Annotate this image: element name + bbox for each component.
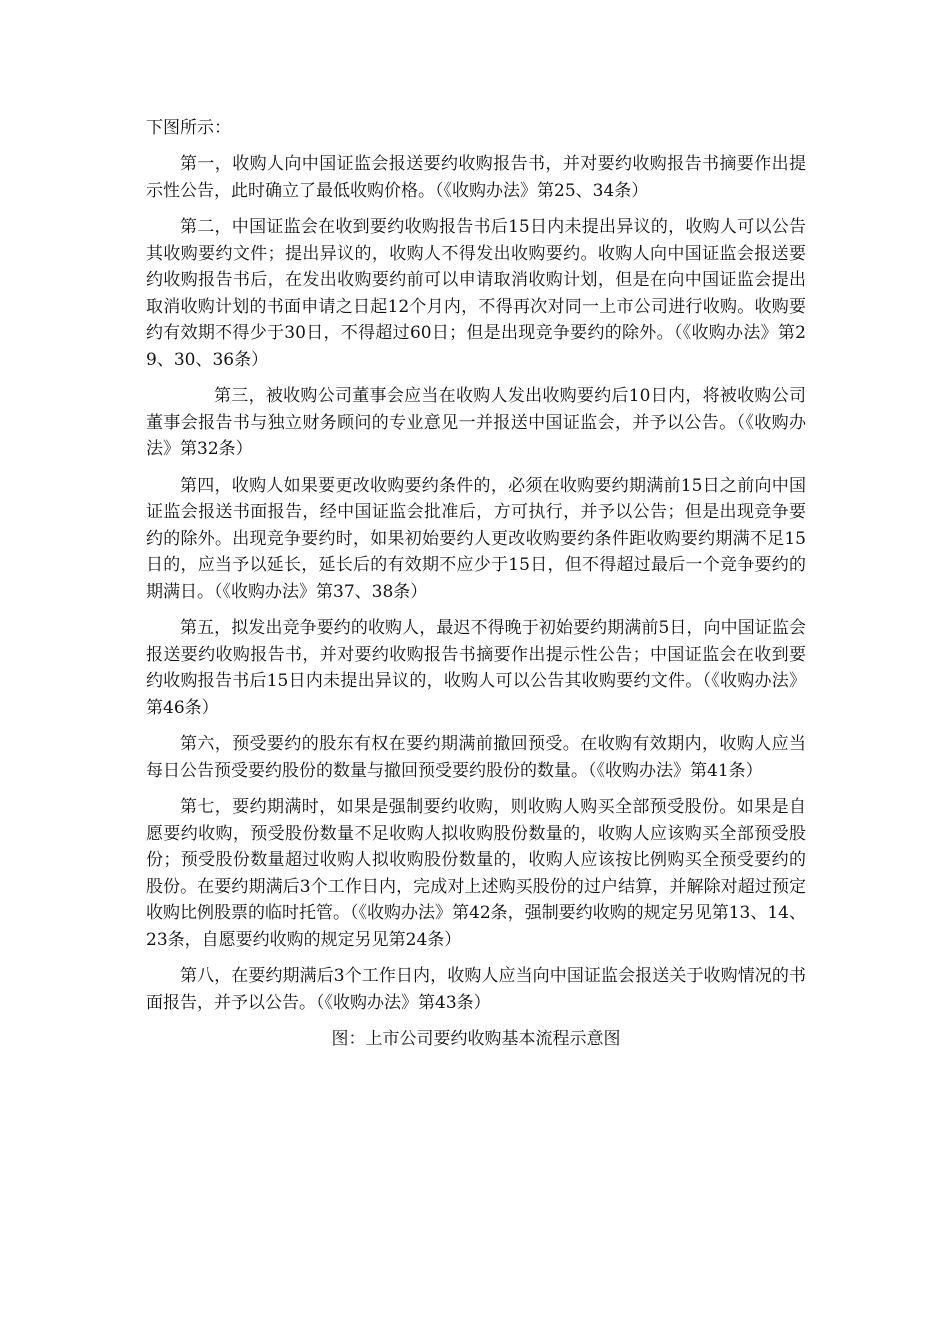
paragraph-step-3: 第三，被收购公司董事会应当在收购人发出收购要约后10日内，将被收购公司董事会报告书与独立财务顾问的专业意见一并报送中国证监会，并予以公告。（《收购办法》第32条） bbox=[146, 386, 806, 459]
document-page bbox=[146, 115, 806, 1052]
paragraph-step-6: 第六，预受要约的股东有权在要约期满前撤回预受。在收购有效期内，收购人应当每日公告预受要约股份的数量与撤回预受要约股份的数量。（《收购办法》第41条） bbox=[146, 734, 806, 781]
intro-text: 下图所示： bbox=[146, 118, 231, 138]
paragraph-step-5: 第五，拟发出竞争要约的收购人，最迟不得晚于初始要约期满前5日，向中国证监会报送要约收购报告书，并对要约收购报告书摘要作出提示性公告；中国证监会在收到要约收购报告书后15日内未提出异议的，收购人可以公告其收购要约文件。（《收购办法》第46条） bbox=[146, 618, 806, 718]
paragraph-step-4: 第四，收购人如果要更改收购要约条件的，必须在收购要约期满前15日之前向中国证监会报送书面报告，经中国证监会批准后，方可执行，并予以公告；但是出现竞争要约的除外。出现竞争要约时，如果初始要约人更改收购要约条件距收购要约期满不足15日的，应当予以延长，延长后的有效期不应少于15日，但不得超过最后一个竞争要约的期满日。（《收购办法》第37、38条） bbox=[146, 475, 806, 602]
paragraph-step-2: 第二，中国证监会在收到要约收购报告书后15日内未提出异议的，收购人可以公告其收购要约文件；提出异议的，收购人不得发出收购要约。收购人向中国证监会报送要约收购报告书后，在发出收购要约前可以申请取消收购计划，但是在向中国证监会提出取消收购计划的书面申请之日起12个月内，不得再次对同一上市公司进行收购。收购要约有效期不得少于30日，不得超过60日；但是出现竞争要约的除外。（《收购办法》第29、30、36条） bbox=[146, 217, 806, 370]
figure-caption: 图：上市公司要约收购基本流程示意图 bbox=[331, 1029, 621, 1049]
paragraph-step-7: 第七，要约期满时，如果是强制要约收购，则收购人购买全部预受股份。如果是自愿要约收购，预受股份数量不足收购人拟收购股份数量的，收购人应该购买全部预受股份；预受股份数量超过收购人拟收购股份数量的，收购人应该按比例购买全预受要约的股份。在要约期满后3个工作日内，完成对上述购买股份的过户结算，并解除对超过预定收购比例股票的临时托管。（《收购办法》第42条，强制要约收购的规定另见第13、14、23条，自愿要约收购的规定另见第24条） bbox=[146, 797, 806, 950]
paragraph-step-1: 第一，收购人向中国证监会报送要约收购报告书，并对要约收购报告书摘要作出提示性公告，此时确立了最低收购价格。（《收购办法》第25、34条） bbox=[146, 154, 806, 201]
paragraph-step-8: 第八，在要约期满后3个工作日内，收购人应当向中国证监会报送关于收购情况的书面报告，并予以公告。（《收购办法》第43条） bbox=[146, 966, 806, 1013]
